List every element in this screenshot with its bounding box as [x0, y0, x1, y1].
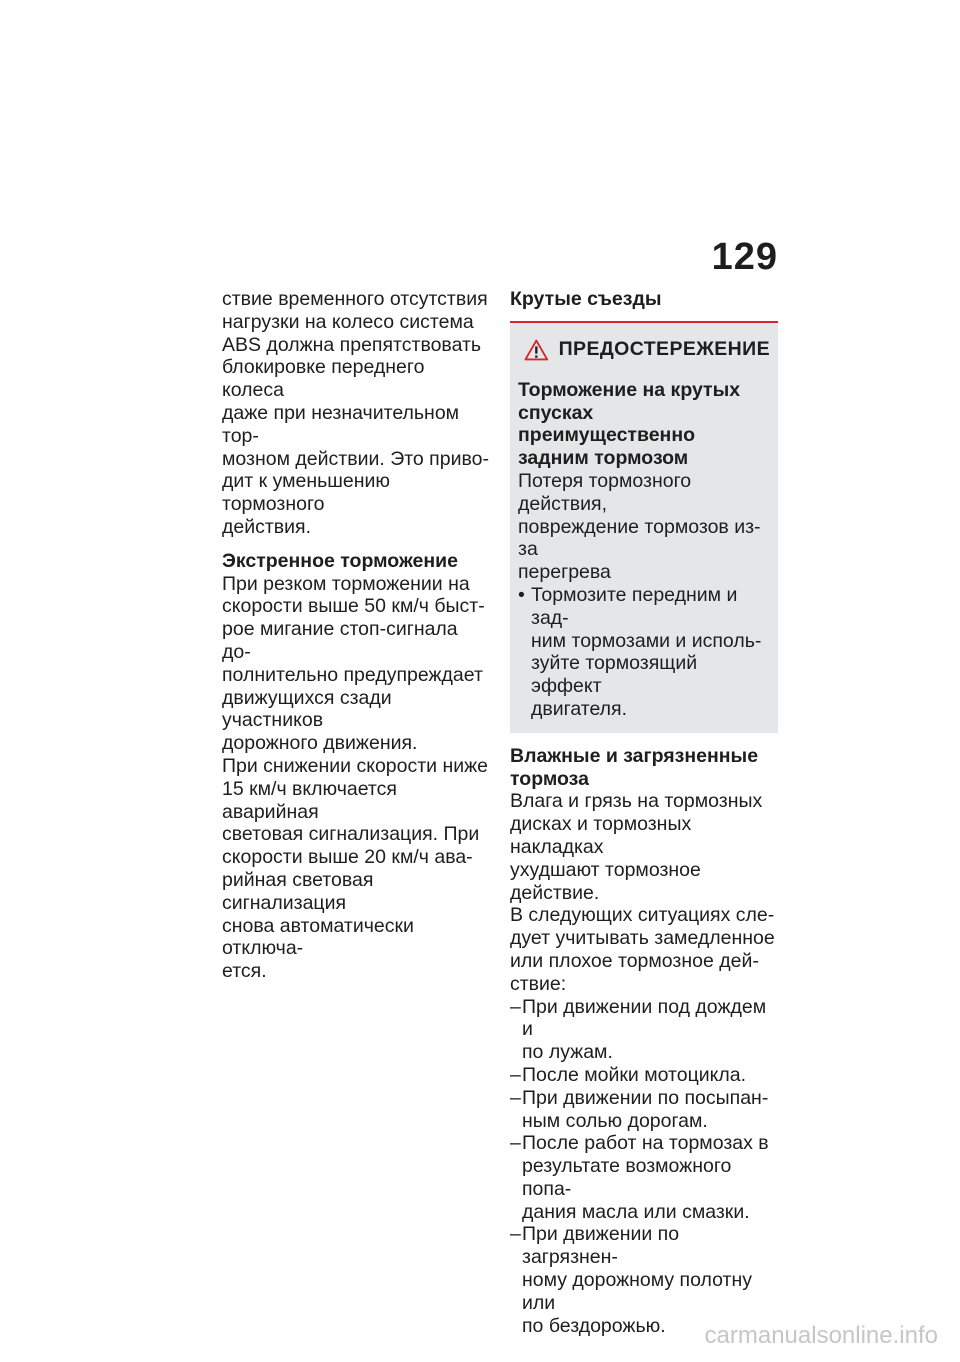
- watermark: carmanualsonline.info: [704, 1322, 938, 1349]
- right-column: [510, 288, 778, 1337]
- list-item: [510, 1064, 778, 1087]
- wet-brakes-paragraph: Влага и грязь на тормозных дисках и тормозных накладках ухудшают тормозное действие.: [510, 790, 763, 904]
- left-column: [222, 288, 490, 983]
- section-title-wet-brakes: Влажные и загрязненные тормоза: [510, 744, 759, 790]
- warning-triangle-icon: [524, 335, 549, 365]
- warning-box: [510, 323, 778, 733]
- dash-icon: –: [510, 1132, 521, 1155]
- dash-icon: –: [510, 1086, 521, 1109]
- emergency-paragraph-1: При резком торможении на скорости выше 50 км/ч быст- рое мигание стоп-сигнала до- полнительно предупреждает движущихся сзади участников дорожного движения.: [222, 572, 485, 755]
- warning-title: Торможение на крутых спусках преимущественно задним тормозом: [518, 378, 741, 470]
- section-title-steep-descents: Крутые съезды: [510, 288, 662, 310]
- warning-label: ПРЕДОСТЕРЕЖЕНИЕ: [558, 338, 770, 361]
- situations-paragraph: В следующих ситуациях сле- дует учитывать замедленное или плохое тормозное дей- ствие:: [510, 904, 775, 995]
- dash-icon: –: [510, 1063, 521, 1086]
- warning-text: Потеря тормозного действия, повреждение тормозов из-за перегрева: [518, 469, 761, 584]
- emergency-paragraph-2: При снижении скорости ниже 15 км/ч включается аварийная световая сигнализация. При скорости выше 20 км/ч ава- рийная световая сигнализация снова автоматически отключа- ется.: [222, 754, 489, 983]
- list-item: [510, 996, 778, 1064]
- list-item-text: При движении по посыпан- ным солью дорогам.: [522, 1086, 769, 1132]
- list-item-text: После мойки мотоцикла.: [522, 1063, 747, 1086]
- section-title-emergency-braking: Экстренное торможение: [222, 549, 458, 572]
- situations-list: [510, 996, 778, 1338]
- list-item-text: При движении по загрязнен- ному дорожному полотну или по бездорожью.: [522, 1223, 752, 1337]
- page-number: 129: [711, 236, 778, 278]
- list-item: [510, 1223, 778, 1337]
- list-item: [510, 1087, 778, 1133]
- dash-icon: –: [510, 1223, 521, 1246]
- list-item: [510, 1132, 778, 1223]
- list-item-text: При движении под дождем и по лужам.: [522, 995, 767, 1064]
- list-item-text: После работ на тормозах в результате возможного попа- дания масла или смазки.: [522, 1132, 769, 1223]
- bullet-dot-icon: •: [518, 583, 525, 606]
- warning-bullet-text: Тормозите передним и зад- ним тормозами и исполь- зуйте тормозящий эффект двигателя.: [531, 583, 762, 720]
- warning-header: [518, 335, 770, 365]
- warning-bullet: [518, 584, 770, 721]
- intro-paragraph: ствие временного отсутствия нагрузки на колесо система ABS должна препятствовать блокировке переднего колеса даже при незначительном тор- мозном действии. Это приво- дит к уменьшению тормозного действия.: [222, 288, 489, 538]
- dash-icon: –: [510, 995, 521, 1018]
